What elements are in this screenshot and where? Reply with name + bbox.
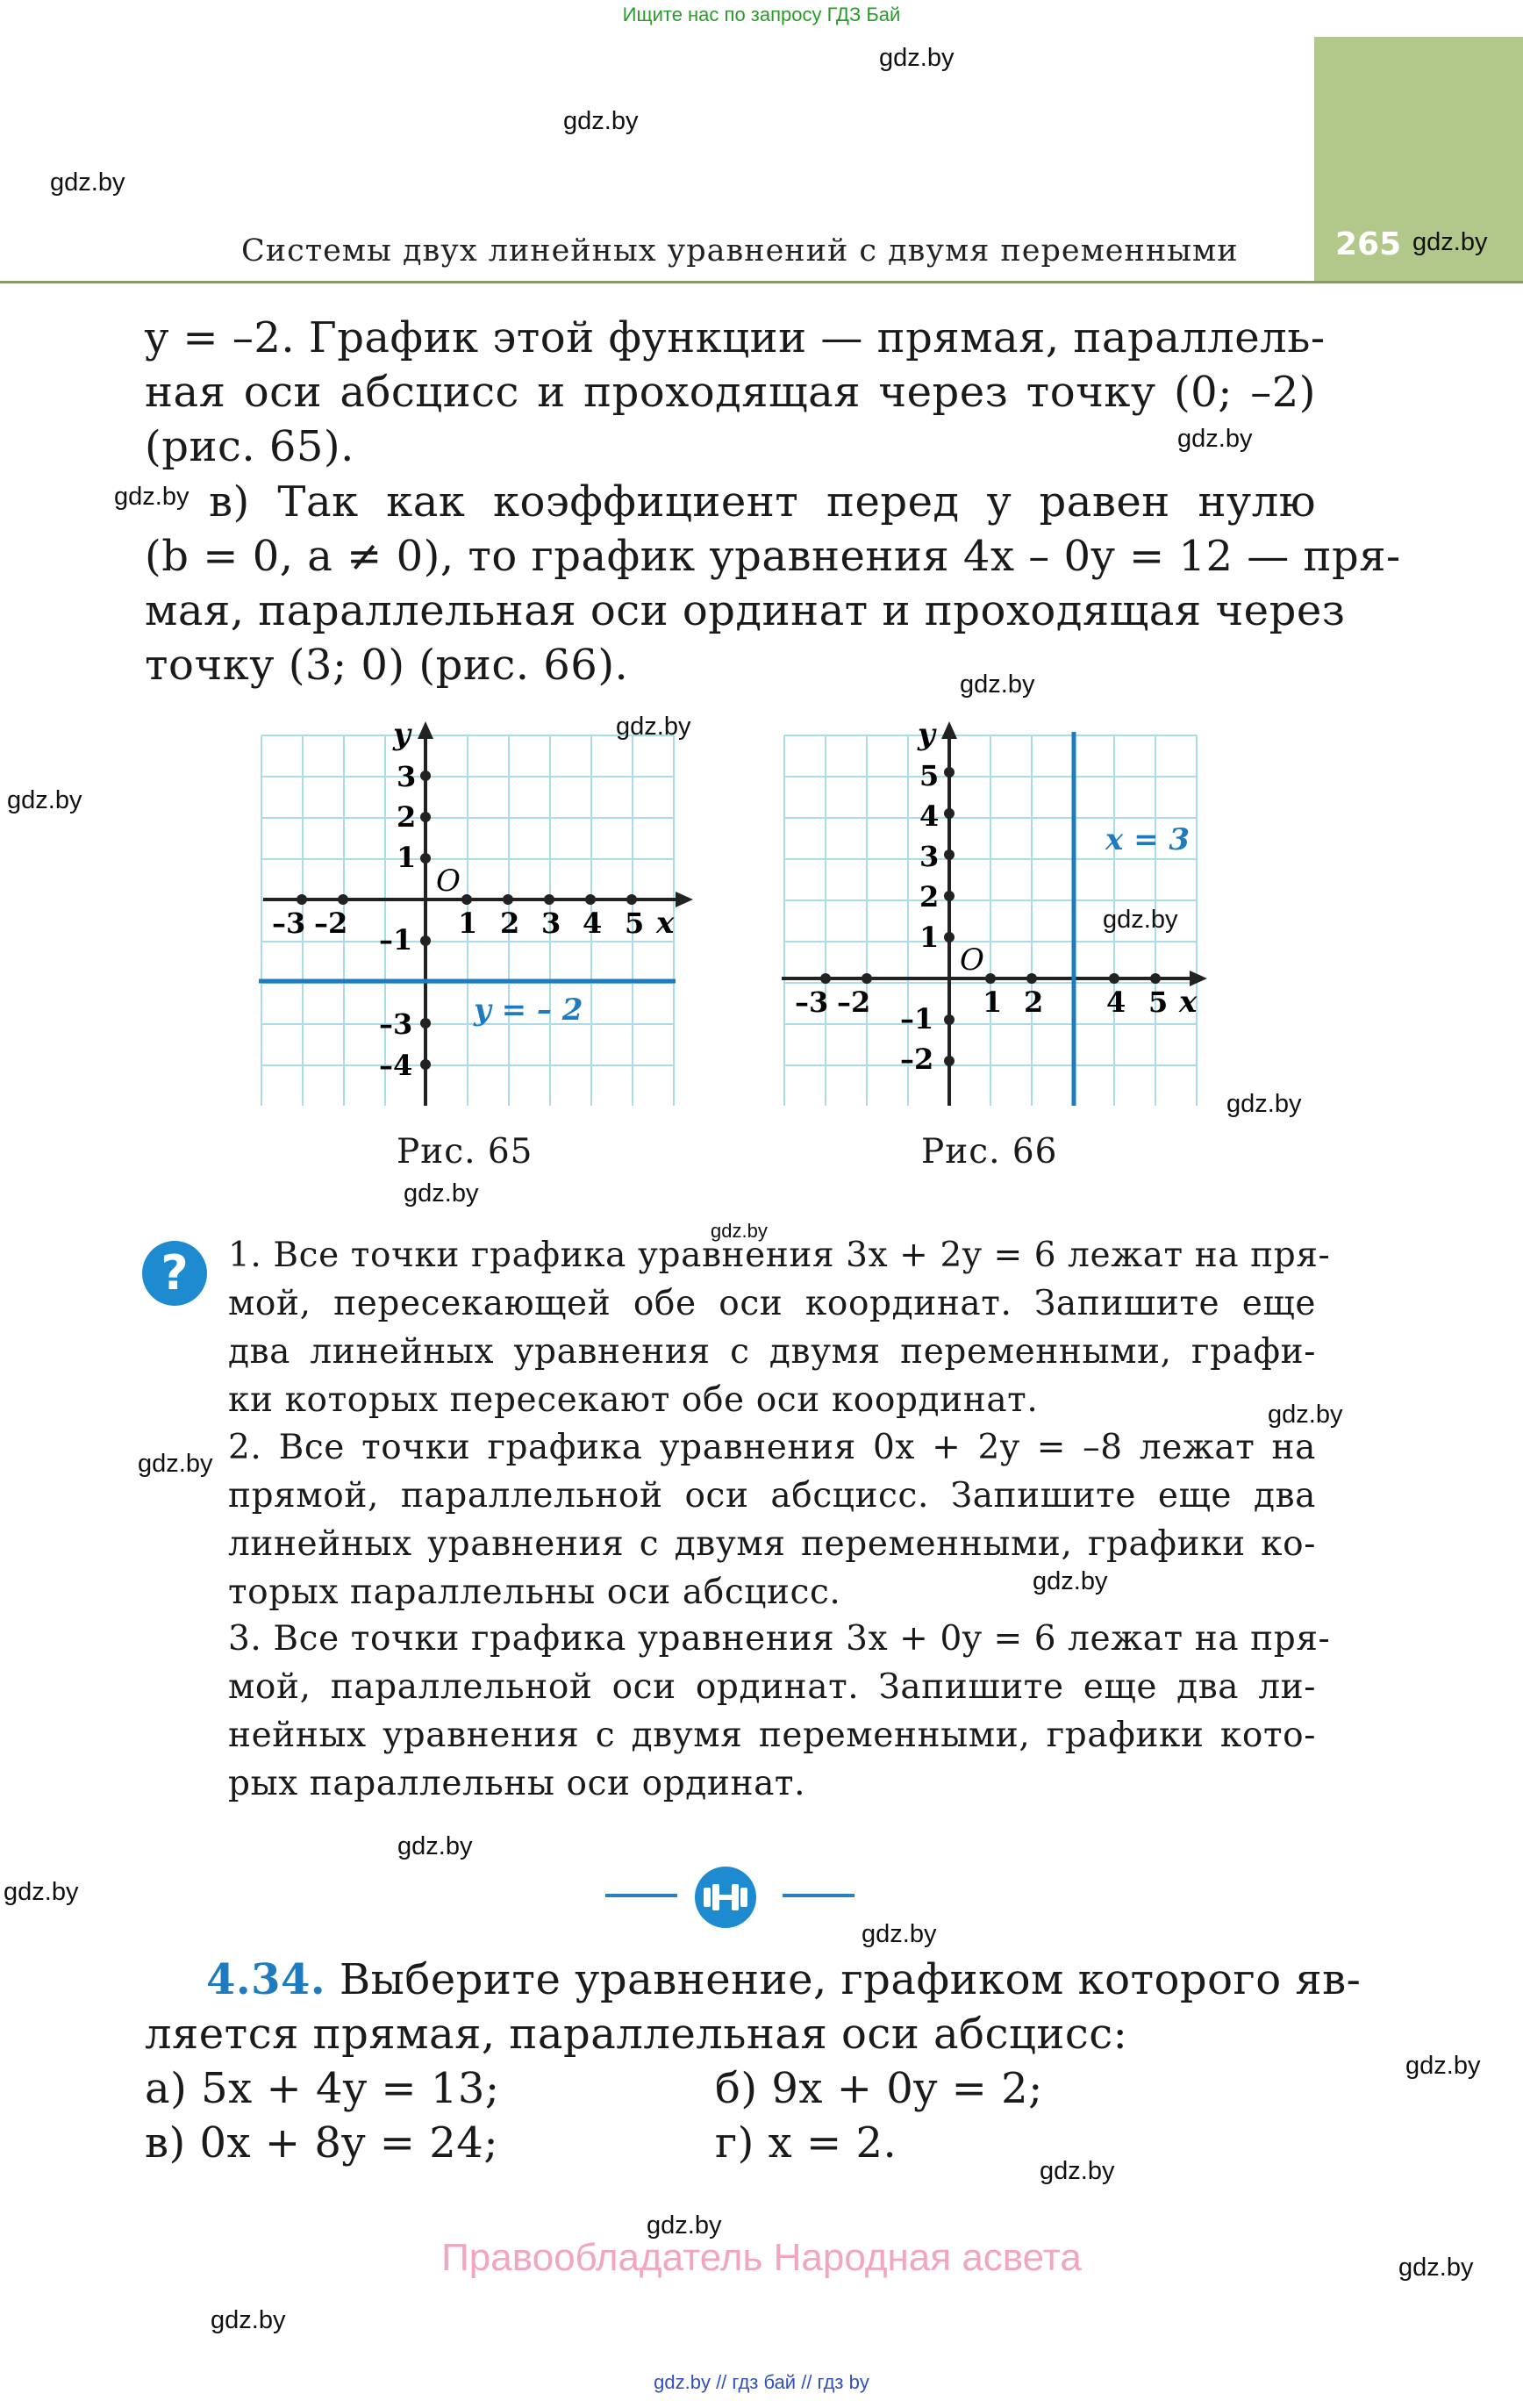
text-line: мая, параллельная оси ординат и проходящая через [145,586,1346,635]
paragraph-2 [145,475,1401,692]
axis-tick-dot [544,894,554,905]
tick-label: 5 [625,907,645,940]
watermark: gdz.by [4,1878,79,1906]
watermark: gdz.by [1398,2254,1474,2282]
axis-tick-dot [420,770,431,781]
watermark: gdz.by [711,1220,768,1242]
tick-label: –3 [379,1007,413,1041]
y-axis-label: y [918,720,935,752]
watermark: gdz.by [1226,1090,1302,1118]
tick-label: –1 [379,923,413,957]
tick-label: 4 [919,799,940,833]
tick-label: –2 [900,1043,934,1076]
figure-65 [246,720,702,1123]
figure-66-caption: Рис. 66 [921,1132,1058,1172]
watermark: gdz.by [1268,1401,1343,1429]
tick-label: –2 [314,907,348,940]
watermark: gdz.by [616,713,691,741]
page-number: 265 [1335,226,1402,262]
axis-tick-dot [944,1056,955,1066]
axis-tick-dot [585,894,596,905]
option-v: в) 0x + 8y = 24; [145,2118,498,2168]
exercise-number: 4.34. [206,1955,326,2004]
exercise-text: Выберите уравнение, графиком которого яв- [339,1955,1362,2004]
axis-tick-dot [944,767,955,778]
question-icon: ? [142,1241,207,1306]
origin-label: O [960,942,984,978]
question-3 [228,1615,1331,1808]
watermark: gdz.by [563,107,639,135]
text-line: (рис. 65). [145,422,354,471]
tick-label: 1 [397,841,417,874]
watermark: gdz.by [397,1832,473,1860]
tick-label: 5 [919,759,940,792]
axis-tick-dot [420,935,431,946]
tick-label: 2 [919,880,940,914]
axis-tick-dot [297,894,307,905]
tick-label: 1 [919,921,940,954]
text-line: в) Так как коэффициент перед y равен нулю [209,477,1316,527]
header-rule [0,281,1523,283]
tick-label: 4 [583,907,603,940]
watermark: gdz.by [862,1920,937,1948]
paragraph-1 [145,311,1326,474]
axis-tick-dot [1150,973,1161,984]
axis-tick-dot [944,891,955,901]
axis-tick-dot [626,894,637,905]
watermark: gdz.by [1103,906,1178,934]
text-line: точку (3; 0) (рис. 66). [145,641,629,690]
tick-label: –2 [837,985,871,1019]
watermark: gdz.by [960,670,1035,699]
footer-links: gdz.by // гдз бай // гдз by [654,2371,869,2393]
axis-tick-dot [420,812,431,822]
figure-65-caption: Рис. 65 [397,1132,533,1172]
tick-label: –4 [379,1049,413,1082]
line-label: x = 3 [1105,822,1191,857]
exercise-line [206,1953,1362,2007]
text-line: мой, параллельной оси ординат. Запишите еще два ли- [228,1667,1316,1707]
tick-label: 3 [397,760,417,793]
watermark: gdz.by [1177,425,1253,453]
x-axis-label: x [656,906,675,941]
axis-tick-dot [944,808,955,819]
axis-tick-dot [862,973,872,984]
chapter-title: Системы двух линейных уравнений с двумя переменными [241,233,1239,269]
exercise-line: ляется прямая, параллельная оси абсцисс: [145,2010,1128,2059]
watermark: gdz.by [1033,1567,1108,1595]
axis-tick-dot [338,894,348,905]
watermark: gdz.by [1405,2052,1481,2080]
tick-label: 2 [1024,985,1044,1019]
text-line: мой, пересекающей обе оси координат. Запишите еще [228,1284,1316,1323]
tick-label: 3 [541,907,561,940]
tick-label: –3 [272,907,306,940]
watermark: gdz.by [211,2306,286,2334]
text-line: 3. Все точки графика уравнения 3x + 0y = 6 лежат на пря- [228,1619,1331,1659]
axis-tick-dot [461,894,472,905]
option-g: г) x = 2. [715,2118,897,2168]
line-label: y = – 2 [474,993,583,1028]
watermark: gdz.by [879,44,955,72]
watermark: gdz.by [647,2211,722,2240]
origin-label: O [436,864,461,899]
text-line: 1. Все точки графика уравнения 3x + 2y = 6 лежат на пря- [228,1236,1331,1275]
axis-tick-dot [944,932,955,942]
text-line: нейных уравнения с двумя переменными, графики кото- [228,1716,1316,1755]
text-line: прямой, параллельной оси абсцисс. Запишите еще два [228,1476,1316,1516]
text-line: линейных уравнения с двумя переменными, графики ко- [228,1524,1316,1564]
divider-left [605,1894,677,1897]
dumbbell-icon [695,1867,756,1928]
text-line: y = –2. График этой функции — прямая, параллель- [145,313,1326,362]
watermark: gdz.by [1040,2157,1115,2185]
watermark: gdz.by [138,1450,213,1478]
tick-label: 4 [1106,985,1126,1019]
tick-label: 1 [458,907,478,940]
text-line: торых параллельны оси абсцисс. [228,1573,841,1612]
x-axis-label: x [1179,985,1198,1020]
top-note: Ищите нас по запросу ГДЗ Бай [622,4,901,25]
x-axis-arrow [676,892,693,907]
tick-label: –1 [900,1002,934,1036]
option-b: б) 9x + 0y = 2; [715,2064,1043,2113]
watermark: gdz.by [114,483,189,511]
text-line: (b = 0, a ≠ 0), то график уравнения 4x – 0y = 12 — пря- [145,532,1401,581]
axis-tick-dot [1026,973,1037,984]
text-line: ная оси абсцисс и проходящая через точку (0; –2) [145,368,1316,417]
exercise-4-34 [145,1953,1362,2061]
question-1 [228,1231,1331,1424]
y-axis-arrow [941,721,957,739]
axis-tick-dot [820,973,831,984]
y-axis-arrow [418,721,433,739]
option-a: а) 5x + 4y = 13; [145,2064,500,2113]
axis-tick-dot [420,853,431,864]
tick-label: –3 [795,985,829,1019]
axis-tick-dot [944,849,955,860]
tick-label: 2 [500,907,520,940]
rights-holder: Правообладатель Народная асвета [441,2236,1082,2279]
tick-label: 2 [397,800,417,834]
watermark: gdz.by [7,786,82,814]
text-line: ки которых пересекают обе оси координат. [228,1380,1039,1420]
axis-tick-dot [1109,973,1119,984]
watermark: gdz.by [50,168,125,197]
y-axis-label: y [393,720,411,752]
axis-tick-dot [420,1059,431,1070]
text-line: 2. Все точки графика уравнения 0x + 2y = –8 лежат на [228,1428,1316,1467]
axis-tick-dot [503,894,513,905]
text-line: рых параллельны оси ординат. [228,1764,806,1803]
watermark: gdz.by [1412,228,1488,256]
divider-right [783,1894,854,1897]
watermark: gdz.by [404,1179,479,1208]
axis-tick-dot [985,973,996,984]
tick-label: 1 [983,985,1003,1019]
axis-tick-dot [944,1014,955,1025]
text-line: два линейных уравнения с двумя переменными, графи- [228,1332,1316,1372]
tick-label: 5 [1148,985,1169,1019]
question-2 [228,1423,1316,1616]
tick-label: 3 [919,840,940,873]
axis-tick-dot [420,1018,431,1028]
